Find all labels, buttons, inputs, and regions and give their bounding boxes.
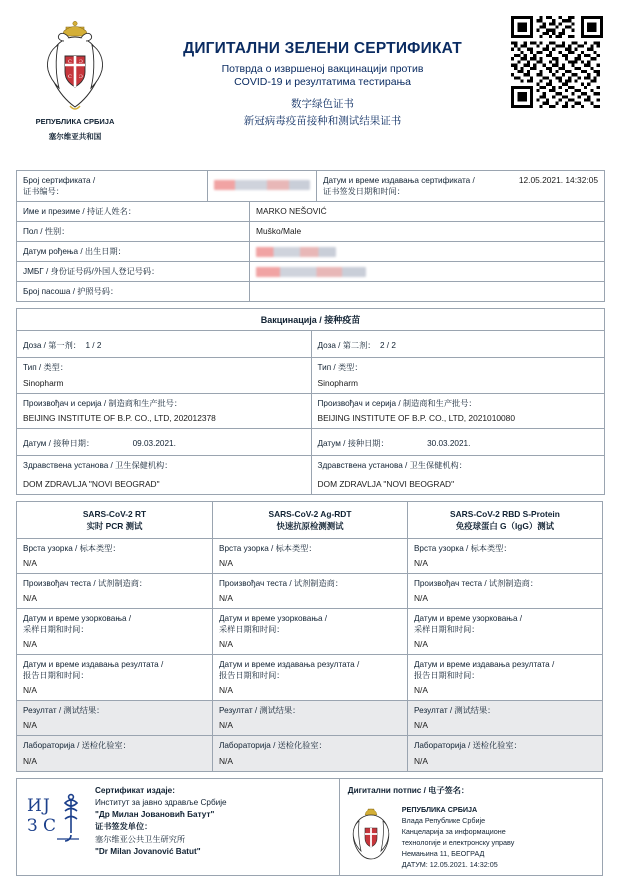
redaction-bar <box>256 267 366 277</box>
svg-text:И: И <box>27 795 42 816</box>
jmbg-row <box>17 262 604 282</box>
document-title-sr: ДИГИТАЛНИ ЗЕЛЕНИ СЕРТИФИКАТ <box>183 40 462 57</box>
signature-text <box>402 804 515 871</box>
test-column-antigen <box>212 539 407 771</box>
jmbg-value-cell <box>249 262 604 281</box>
redaction-bar <box>214 180 310 190</box>
field-label-line1: Датум и време узорковања / <box>23 614 132 624</box>
dose-number-row <box>312 331 605 358</box>
field-label-line1: Датум и време узорковања / <box>218 614 328 624</box>
test-field-sample-type <box>408 539 602 574</box>
document-footer <box>16 778 603 876</box>
date-label: Датум / 接种日期： <box>317 438 389 448</box>
test-column-header-igg <box>407 502 602 538</box>
document-subtitle-sr-line2: COVID-19 и резултатима тестирања <box>234 76 411 88</box>
test-field-result <box>17 701 212 736</box>
test-field-result <box>213 701 407 736</box>
svg-text:С: С <box>43 815 57 836</box>
field-label-line2: 报告日期和时间： <box>218 671 285 681</box>
dose-date-row <box>17 429 311 456</box>
field-value: N/A <box>218 720 233 731</box>
test-field-manufacturer <box>408 574 602 609</box>
test-field-sampling-datetime <box>408 609 602 655</box>
facility-label: Здравствена установа / 卫生保健机构： <box>23 460 173 470</box>
dob-value-cell <box>249 242 604 261</box>
field-value: N/A <box>218 639 233 650</box>
type-value: Sinopharm <box>317 377 359 388</box>
field-value: N/A <box>413 685 428 696</box>
passport-label: Број пасоша / 护照号码： <box>23 287 119 297</box>
field-label: Резултат / 测试结果： <box>23 706 105 716</box>
passport-label-cell <box>17 282 249 301</box>
issuer-person-sr: "Др Милан Јовановић Батут" <box>95 810 215 820</box>
dose-facility-row <box>17 456 311 494</box>
facility-value: DOM ZDRAVLJA "NOVI BEOGRAD" <box>23 478 160 489</box>
test-title-cn: 快速抗原检测测试 <box>276 520 344 531</box>
serbia-coat-of-arms-icon <box>36 20 114 112</box>
test-field-sample-type <box>213 539 407 574</box>
issuer-name-sr: Институт за јавно здравље Србије <box>95 797 227 807</box>
issuer-label-cn: 证书签发单位： <box>95 822 153 832</box>
test-title-cn: 免疫球蛋白 G（IgG）测试 <box>455 520 555 531</box>
field-label: Врста узорка / 标本类型： <box>23 544 121 553</box>
field-label: Врста узорка / 标本类型： <box>218 544 317 553</box>
sig-line-2: Влада Републике Србије <box>401 815 486 825</box>
facility-value: DOM ZDRAVLJA "NOVI BEOGRAD" <box>317 478 455 489</box>
qr-code <box>511 16 603 108</box>
test-column-header-antigen <box>212 502 407 538</box>
cert-number-value <box>214 179 310 190</box>
field-value: N/A <box>218 685 233 696</box>
test-column-header-pcr <box>17 502 212 538</box>
tests-body <box>17 539 602 771</box>
field-label: Произвођач теста / 试剂制造商： <box>218 579 344 589</box>
field-label: Лабораторија / 送检化验室： <box>23 741 131 751</box>
cert-number-value-cell <box>207 171 316 201</box>
test-field-result-datetime <box>408 655 602 701</box>
field-value: N/A <box>218 755 233 766</box>
field-label-line2: 采样日期和时间： <box>413 625 480 635</box>
sig-line-6: ДАТУМ: 12.05.2021. 14:32:05 <box>401 860 498 870</box>
field-label-line1: Датум и време узорковања / <box>413 614 523 624</box>
type-label: Тип / 类型： <box>23 363 69 373</box>
dose-date-row <box>312 429 605 456</box>
date-value: 09.03.2021. <box>132 438 176 448</box>
type-value: Sinopharm <box>23 377 64 388</box>
date-label: Датум / 接种日期： <box>23 438 95 448</box>
manufacturer-value: BEIJING INSTITUTE OF B.P. CO., LTD, 2021010080 <box>317 412 516 423</box>
name-label-cell <box>17 202 249 221</box>
tests-header-row <box>17 502 602 539</box>
svg-text:Ј: Ј <box>43 795 50 816</box>
passport-value <box>256 286 598 297</box>
document-header <box>16 14 603 164</box>
svg-text:Ɔ: Ɔ <box>79 74 83 80</box>
name-value-cell <box>249 202 604 221</box>
sex-value: Muško/Male <box>256 226 302 237</box>
dob-row <box>17 242 604 262</box>
test-title-sr: SARS-CoV-2 Ag-RDT <box>268 508 352 519</box>
jmbg-label: ЈМБГ / 身份证号码/外国人登记号码： <box>23 267 160 277</box>
test-field-laboratory <box>213 736 407 770</box>
test-field-manufacturer <box>17 574 212 609</box>
field-label: Врста узорка / 标本类型： <box>413 544 512 553</box>
field-value: N/A <box>23 593 37 604</box>
identity-table <box>16 170 605 302</box>
name-value: MARKO NEŠOVIĆ <box>256 206 327 217</box>
field-value: N/A <box>413 755 428 766</box>
test-title-sr: SARS-CoV-2 RT <box>82 508 147 519</box>
issued-label-line2: 证书签发日期和时间： <box>323 187 405 197</box>
field-label: Лабораторија / 送检化验室： <box>218 741 327 751</box>
field-label: Произвођач теста / 试剂制造商： <box>23 579 148 589</box>
field-value: N/A <box>413 720 428 731</box>
institute-logo-icon <box>25 791 87 853</box>
issuer-person-cn: "Dr Milan Jovanović Batut" <box>95 846 201 856</box>
test-field-result <box>408 701 602 736</box>
jmbg-label-cell <box>17 262 249 281</box>
field-value: N/A <box>218 593 233 604</box>
field-label: Произвођач теста / 试剂制造商： <box>413 579 539 589</box>
issuer-name-cn: 塞尔维亚公共卫生研究所 <box>95 834 186 844</box>
field-label: Резултат / 测试结果： <box>413 706 496 716</box>
serbia-coat-of-arms-icon-small <box>348 804 394 860</box>
test-field-laboratory <box>408 736 602 770</box>
dob-label: Датум рођења / 出生日期： <box>23 247 126 257</box>
test-column-pcr <box>17 539 212 771</box>
test-field-sample-type <box>17 539 212 574</box>
issuer-text <box>95 785 227 869</box>
field-label-line1: Датум и време издавања резултата / <box>218 660 360 670</box>
date-value: 30.03.2021. <box>427 438 471 448</box>
dose-value: 2 / 2 <box>379 341 396 351</box>
svg-text:Ɔ: Ɔ <box>79 59 83 65</box>
dose-value: 1 / 2 <box>85 341 102 351</box>
emblem-label-cn: 塞尔维亚共和国 <box>48 132 102 142</box>
manufacturer-label: Произвођач и серија / 制造商和生产批号： <box>317 398 477 408</box>
field-label: Резултат / 测试结果： <box>218 706 301 716</box>
signature-title: Дигитални потпис / 电子签名： <box>347 785 470 795</box>
dose-facility-row <box>312 456 605 494</box>
issuer-block <box>17 779 339 875</box>
sex-value-cell <box>249 222 604 241</box>
jmbg-value <box>256 266 598 277</box>
manufacturer-value: BEIJING INSTITUTE OF B.P. CO., LTD, 202012378 <box>23 412 216 423</box>
dose-type-row <box>17 358 311 393</box>
dose-label: Доза / 第一剂： <box>23 341 81 351</box>
test-field-manufacturer <box>213 574 407 609</box>
coat-of-arms-block <box>16 14 134 143</box>
dose-manufacturer-row <box>312 394 605 429</box>
field-value: N/A <box>413 558 428 569</box>
name-label: Име и презиме / 持证人姓名： <box>23 207 137 217</box>
cert-number-label-line2: 证书编号： <box>23 187 64 197</box>
vaccination-dose-2 <box>311 331 605 493</box>
dose-number-row <box>17 331 311 358</box>
dob-label-cell <box>17 242 249 261</box>
test-field-sampling-datetime <box>213 609 407 655</box>
field-value: N/A <box>413 593 428 604</box>
test-field-sampling-datetime <box>17 609 212 655</box>
name-row <box>17 202 604 222</box>
type-label: Тип / 类型： <box>317 363 363 373</box>
sig-line-5: Немањина 11, БЕОГРАД <box>401 849 485 859</box>
cert-number-row <box>17 171 604 202</box>
sig-line-3: Канцеларија за информационе <box>401 826 506 836</box>
dob-value <box>256 246 598 257</box>
test-field-laboratory <box>17 736 212 770</box>
field-value: N/A <box>218 558 233 569</box>
vaccination-table <box>16 308 605 494</box>
document-subtitle-sr-line1: Потврда о извршеној вакцинацији против <box>221 63 424 75</box>
svg-text:З: З <box>27 815 38 836</box>
issued-label-line1: Датум и време издавања сертификата / <box>323 176 475 185</box>
field-label-line2: 报告日期和时间： <box>413 671 480 681</box>
document-title-cn: 数字绿色证书 <box>291 98 354 110</box>
dose-type-row <box>312 358 605 393</box>
field-value: N/A <box>23 558 37 569</box>
field-value: N/A <box>23 755 37 766</box>
field-value: N/A <box>23 720 37 731</box>
document-subtitle-cn: 新冠病毒疫苗接种和测试结果证书 <box>243 115 402 127</box>
issued-label-cell <box>316 171 505 201</box>
test-field-result-datetime <box>17 655 212 701</box>
dose-manufacturer-row <box>17 394 311 429</box>
sex-label-cell <box>17 222 249 241</box>
cert-number-label-line1: Број сертификата / <box>23 176 96 185</box>
field-label-line1: Датум и време издавања резултата / <box>23 660 164 670</box>
field-label-line2: 报告日期和时间： <box>23 671 89 681</box>
field-label: Лабораторија / 送检化验室： <box>413 741 522 751</box>
sex-label: Пол / 性别： <box>23 227 70 237</box>
test-field-result-datetime <box>213 655 407 701</box>
tests-table <box>16 501 603 772</box>
facility-label: Здравствена установа / 卫生保健机构： <box>317 460 467 470</box>
vaccination-dose-1 <box>17 331 311 493</box>
field-value: N/A <box>23 639 37 650</box>
emblem-label-sr: РЕПУБЛИКА СРБИЈА <box>35 117 115 126</box>
sig-line-1: РЕПУБЛИКА СРБИЈА <box>401 804 478 814</box>
issuer-label-sr: Сертификат издаје: <box>95 785 175 795</box>
field-label-line2: 采样日期和时间： <box>218 625 285 635</box>
svg-text:C: C <box>68 59 72 65</box>
field-label-line1: Датум и време издавања резултата / <box>413 660 555 670</box>
test-title-cn: 实时 PCR 测试 <box>86 520 143 531</box>
redaction-bar <box>256 247 336 257</box>
digital-signature-block <box>339 779 602 875</box>
dose-label: Доза / 第二剂： <box>317 341 376 351</box>
field-value: N/A <box>413 639 428 650</box>
signature-stamp <box>348 804 594 871</box>
cert-number-label-cell <box>17 171 207 201</box>
field-label-line2: 采样日期和时间： <box>23 625 89 635</box>
passport-value-cell <box>249 282 604 301</box>
manufacturer-label: Произвођач и серија / 制造商和生产批号： <box>23 398 183 408</box>
test-title-sr: SARS-CoV-2 RBD S-Protein <box>450 508 560 519</box>
vaccination-section-title: Вакцинација / 接种疫苗 <box>17 309 604 331</box>
svg-text:C: C <box>68 74 72 80</box>
test-column-igg <box>407 539 602 771</box>
sig-line-4: технологије и електронску управу <box>401 837 515 847</box>
title-block <box>142 14 503 128</box>
sex-row <box>17 222 604 242</box>
passport-row <box>17 282 604 301</box>
field-value: N/A <box>23 685 37 696</box>
issued-value: 12.05.2021. 14:32:05 <box>518 175 598 185</box>
